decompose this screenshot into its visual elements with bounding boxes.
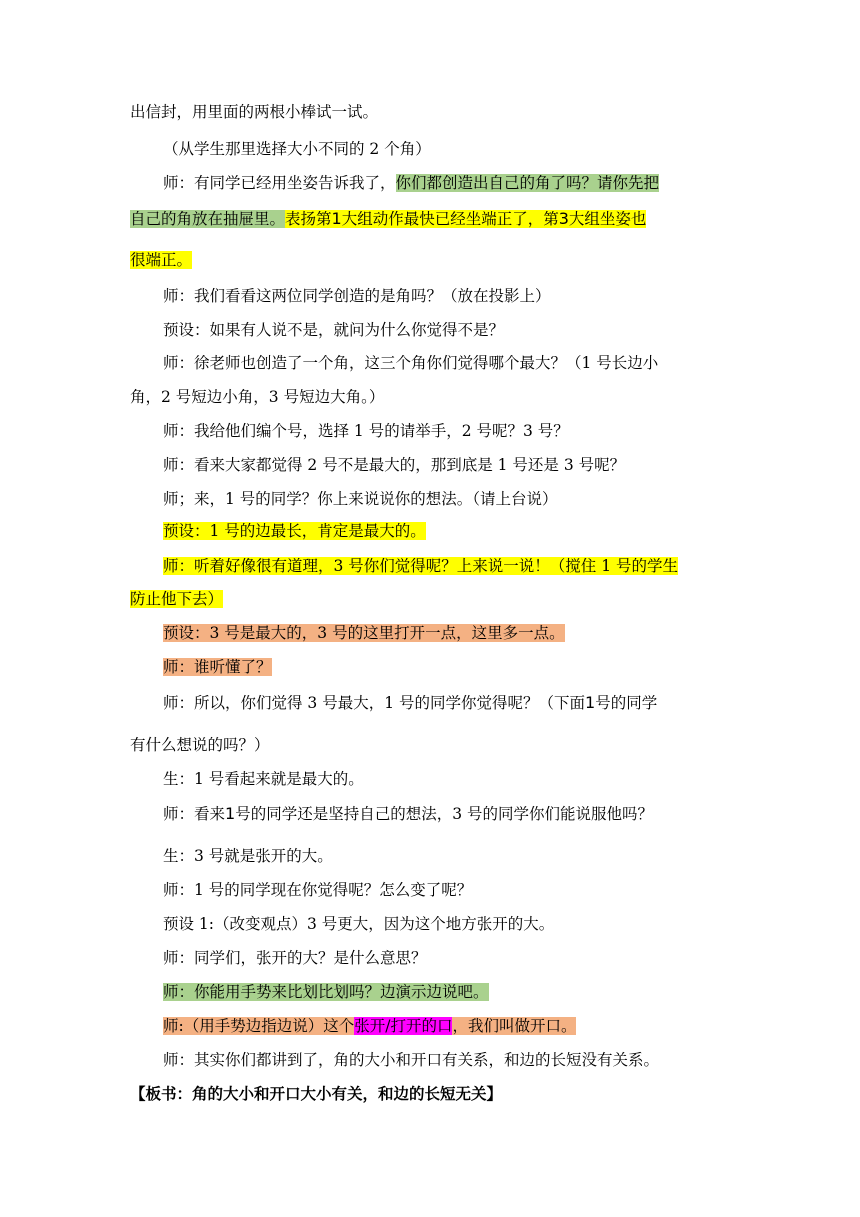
highlight-yellow: 防止他下去） xyxy=(130,590,224,608)
paragraph-line xyxy=(163,1015,576,1037)
text-run: 师：我们看看这两位同学创造的是角吗？（放在投影上） xyxy=(163,287,551,305)
paragraph-line xyxy=(163,845,333,867)
text-run: 生：3 号就是张开的大。 xyxy=(163,847,333,865)
paragraph-line xyxy=(163,768,364,790)
paragraph-line xyxy=(163,622,565,644)
paragraph-line xyxy=(163,172,659,194)
paragraph-line xyxy=(163,138,431,160)
highlight-green: 师：你能用手势来比划比划吗？边演示边说吧。 xyxy=(163,983,489,1001)
text-run: （从学生那里选择大小不同的 2 个角） xyxy=(163,140,431,158)
highlight-magenta: 张开/打开的口 xyxy=(354,1017,453,1035)
text-run: 师：看来 xyxy=(163,805,226,823)
paragraph-line xyxy=(130,208,646,230)
paragraph-line xyxy=(163,520,426,542)
paragraph-line xyxy=(130,386,384,408)
text-run: 有什么想说的吗？） xyxy=(130,736,270,754)
text-run: 师：有同学已经用坐姿告诉我了， xyxy=(163,174,396,192)
paragraph-line xyxy=(163,319,504,341)
paragraph-line xyxy=(163,454,625,476)
paragraph-line xyxy=(163,656,272,678)
paragraph-line xyxy=(130,734,270,756)
text-run: 号的同学 xyxy=(595,694,658,712)
paragraph-line xyxy=(163,488,558,510)
paragraph-line xyxy=(163,420,569,442)
text-run: 预设 1:（改变观点）3 号更大，因为这个地方张开的大。 xyxy=(163,915,555,933)
paragraph-line xyxy=(163,803,653,825)
paragraph-line xyxy=(163,352,658,374)
text-run: 1 xyxy=(225,804,236,823)
highlight-yellow: 师：听着好像很有道理，3 号你们觉得呢？上来说一说！（搅住 1 号的学生 xyxy=(163,557,679,575)
paragraph-line xyxy=(163,692,657,714)
text-run: 师；来，1 号的同学？你上来说说你的想法。（请上台说） xyxy=(163,490,558,508)
paragraph-line xyxy=(163,913,554,935)
text-run: 师：所以，你们觉得 3 号最大，1 号的同学你觉得呢？（下面 xyxy=(163,694,586,712)
paragraph-line xyxy=(130,588,223,610)
paragraph-line xyxy=(163,1049,659,1071)
highlight-salmon: 师：谁听懂了？ xyxy=(163,658,272,676)
text-run: 师：同学们，张开的大？是什么意思？ xyxy=(163,949,427,967)
highlight-salmon: 师:（用手势边指边说）这个张开/打开的口，我们叫做开口。 xyxy=(163,1017,577,1035)
text-run: 师：其实你们都讲到了，角的大小和开口有关系，和边的长短没有关系。 xyxy=(163,1051,660,1069)
paragraph-line xyxy=(163,555,678,577)
paragraph-line xyxy=(163,285,551,307)
board-note xyxy=(130,1083,502,1105)
text-run: 出信封，用里面的两根小棒试一试。 xyxy=(130,103,379,121)
text-run: 师：1 号的同学现在你觉得呢？怎么变了呢？ xyxy=(163,881,473,899)
highlight-green: 自己的角放在抽屉里。 xyxy=(130,210,286,228)
text-run: 师：徐老师也创造了一个角，这三个角你们觉得哪个最大？（1 号长边小 xyxy=(163,354,659,372)
paragraph-line xyxy=(130,249,192,271)
text-run: 师：我给他们编个号，选择 1 号的请举手，2 号呢？3 号？ xyxy=(163,422,569,440)
highlight-salmon: 预设：3 号是最大的，3 号的这里打开一点，这里多一点。 xyxy=(163,624,565,642)
paragraph-line xyxy=(163,981,489,1003)
text-run: 号的同学还是坚持自己的想法，3 号的同学你们能说服他吗？ xyxy=(235,805,653,823)
highlight-yellow: 很端正。 xyxy=(130,251,193,269)
highlight-yellow: 表扬第1大组动作最快已经坐端正了，第3大组坐姿也 xyxy=(285,209,647,228)
highlight-green: 你们都创造出自己的角了吗？请你先把 xyxy=(395,174,660,192)
text-run: 生：1 号看起来就是最大的。 xyxy=(163,770,364,788)
text-run: 预设：如果有人说不是，就问为什么你觉得不是？ xyxy=(163,321,505,339)
paragraph-line xyxy=(163,947,427,969)
text-run: 【板书：角的大小和开口大小有关，和边的长短无关】 xyxy=(130,1084,503,1103)
highlight-yellow: 预设：1 号的边最长，肯定是最大的。 xyxy=(163,522,426,540)
text-run: 1 xyxy=(585,693,596,712)
paragraph-line xyxy=(163,879,472,901)
paragraph-line xyxy=(130,101,378,123)
text-run: 师：看来大家都觉得 2 号不是最大的，那到底是 1 号还是 3 号呢？ xyxy=(163,456,626,474)
text-run: 角，2 号短边小角，3 号短边大角。） xyxy=(130,388,385,406)
